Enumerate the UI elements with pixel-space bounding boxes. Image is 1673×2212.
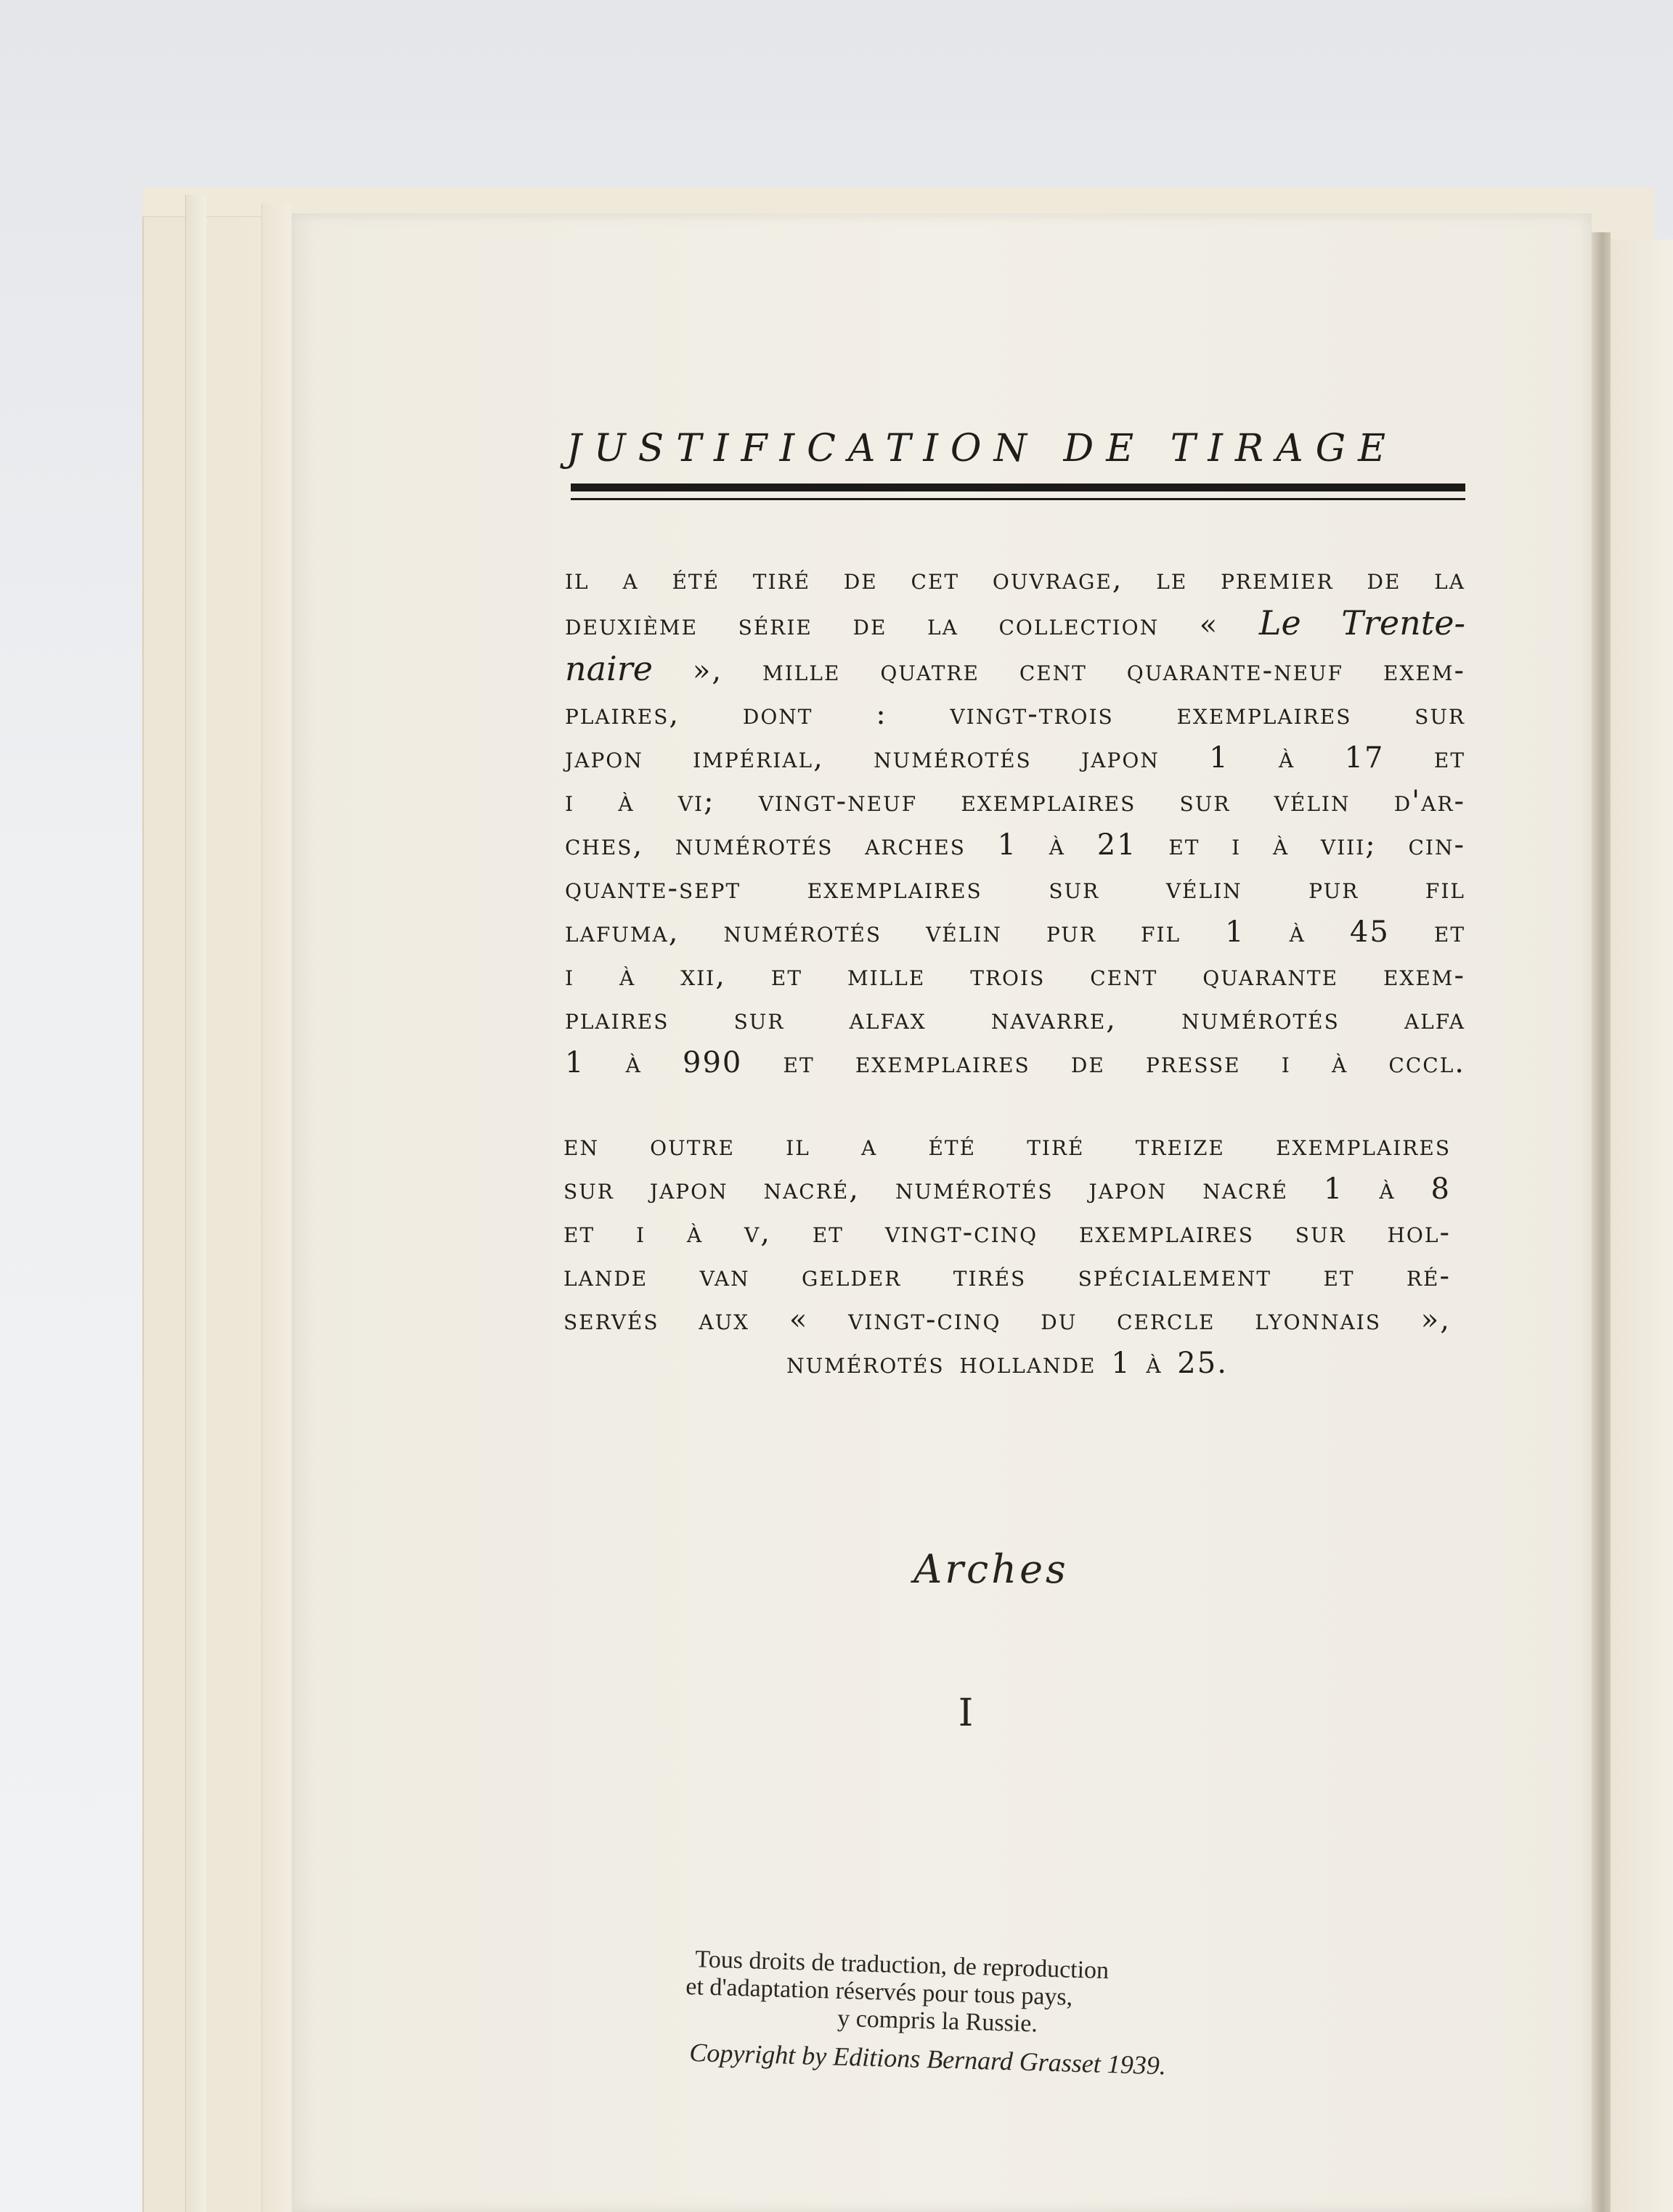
book-page-edge xyxy=(261,203,291,2212)
text-line: quante-sept exemplaires sur vélin pur fil xyxy=(565,872,1465,905)
rights-line: et d'adaptation réservés pour tous pays, xyxy=(685,1972,1073,2011)
text-line: sur japon nacré, numérotés japon nacré 1 à 8 xyxy=(563,1172,1451,1206)
text-line: servés aux « vingt-cinq du cercle lyonnais », xyxy=(563,1303,1451,1336)
copy-number: I xyxy=(958,1691,974,1735)
rights-line: Tous droits de traduction, de reproduction xyxy=(694,1946,1110,1985)
text-line xyxy=(565,647,1465,693)
edition-statement-paragraph xyxy=(565,558,1465,1085)
text-line: numérotés hollande 1 à 25. xyxy=(786,1347,1228,1380)
book-page-edge xyxy=(185,195,206,2212)
text-line: lafuma, numérotés vélin pur fil 1 à 45 et xyxy=(565,915,1465,949)
book-gutter xyxy=(1592,232,1611,2212)
text-line: en outre il a été tiré treize exemplaires xyxy=(563,1129,1451,1162)
book-top-edge xyxy=(142,187,1566,217)
text-line: il a été tiré de cet ouvrage, le premier de la xyxy=(565,563,1465,596)
text-line: ches, numérotés arches 1 à 21 et i à viii; cin- xyxy=(565,828,1465,862)
text-line: i à vi; vingt-neuf exemplaires sur vélin d'ar- xyxy=(565,785,1465,818)
text-line: japon impérial, numérotés japon 1 à 17 et xyxy=(565,741,1465,775)
heading-rule-thin xyxy=(571,498,1465,500)
text-line: i à xii, et mille trois cent quarante exem- xyxy=(565,959,1465,992)
edition-paper-label: Arches xyxy=(913,1546,1069,1592)
text-span: deuxième série de la collection « xyxy=(565,608,1219,642)
text-span: », mille quatre cent quarante-neuf exem- xyxy=(692,654,1466,687)
copyright-line: Copyright by Editions Bernard Grasset 1939. xyxy=(688,2037,1167,2081)
rights-line: y compris la Russie. xyxy=(836,2004,1038,2038)
rights-notice xyxy=(685,1946,1261,2044)
additional-copies-paragraph xyxy=(563,1124,1451,1385)
heading-rule-thick xyxy=(571,483,1465,491)
text-line: plaires, dont : vingt-trois exemplaires sur xyxy=(565,698,1465,731)
facing-page-edge xyxy=(1611,240,1673,2212)
text-line: plaires sur alfax navarre, numérotés alfa xyxy=(565,1003,1465,1036)
collection-title: Le Trente- xyxy=(1258,603,1465,642)
text-line: 1 à 990 et exemplaires de presse i à cccl. xyxy=(565,1046,1465,1080)
text-line: lande van gelder tirés spécialement et ré- xyxy=(563,1260,1451,1293)
collection-title: naire xyxy=(565,649,653,688)
page-heading: JUSTIFICATION DE TIRAGE xyxy=(566,427,1399,470)
text-line: et i à v, et vingt-cinq exemplaires sur hol- xyxy=(563,1216,1451,1249)
text-line xyxy=(565,601,1465,647)
